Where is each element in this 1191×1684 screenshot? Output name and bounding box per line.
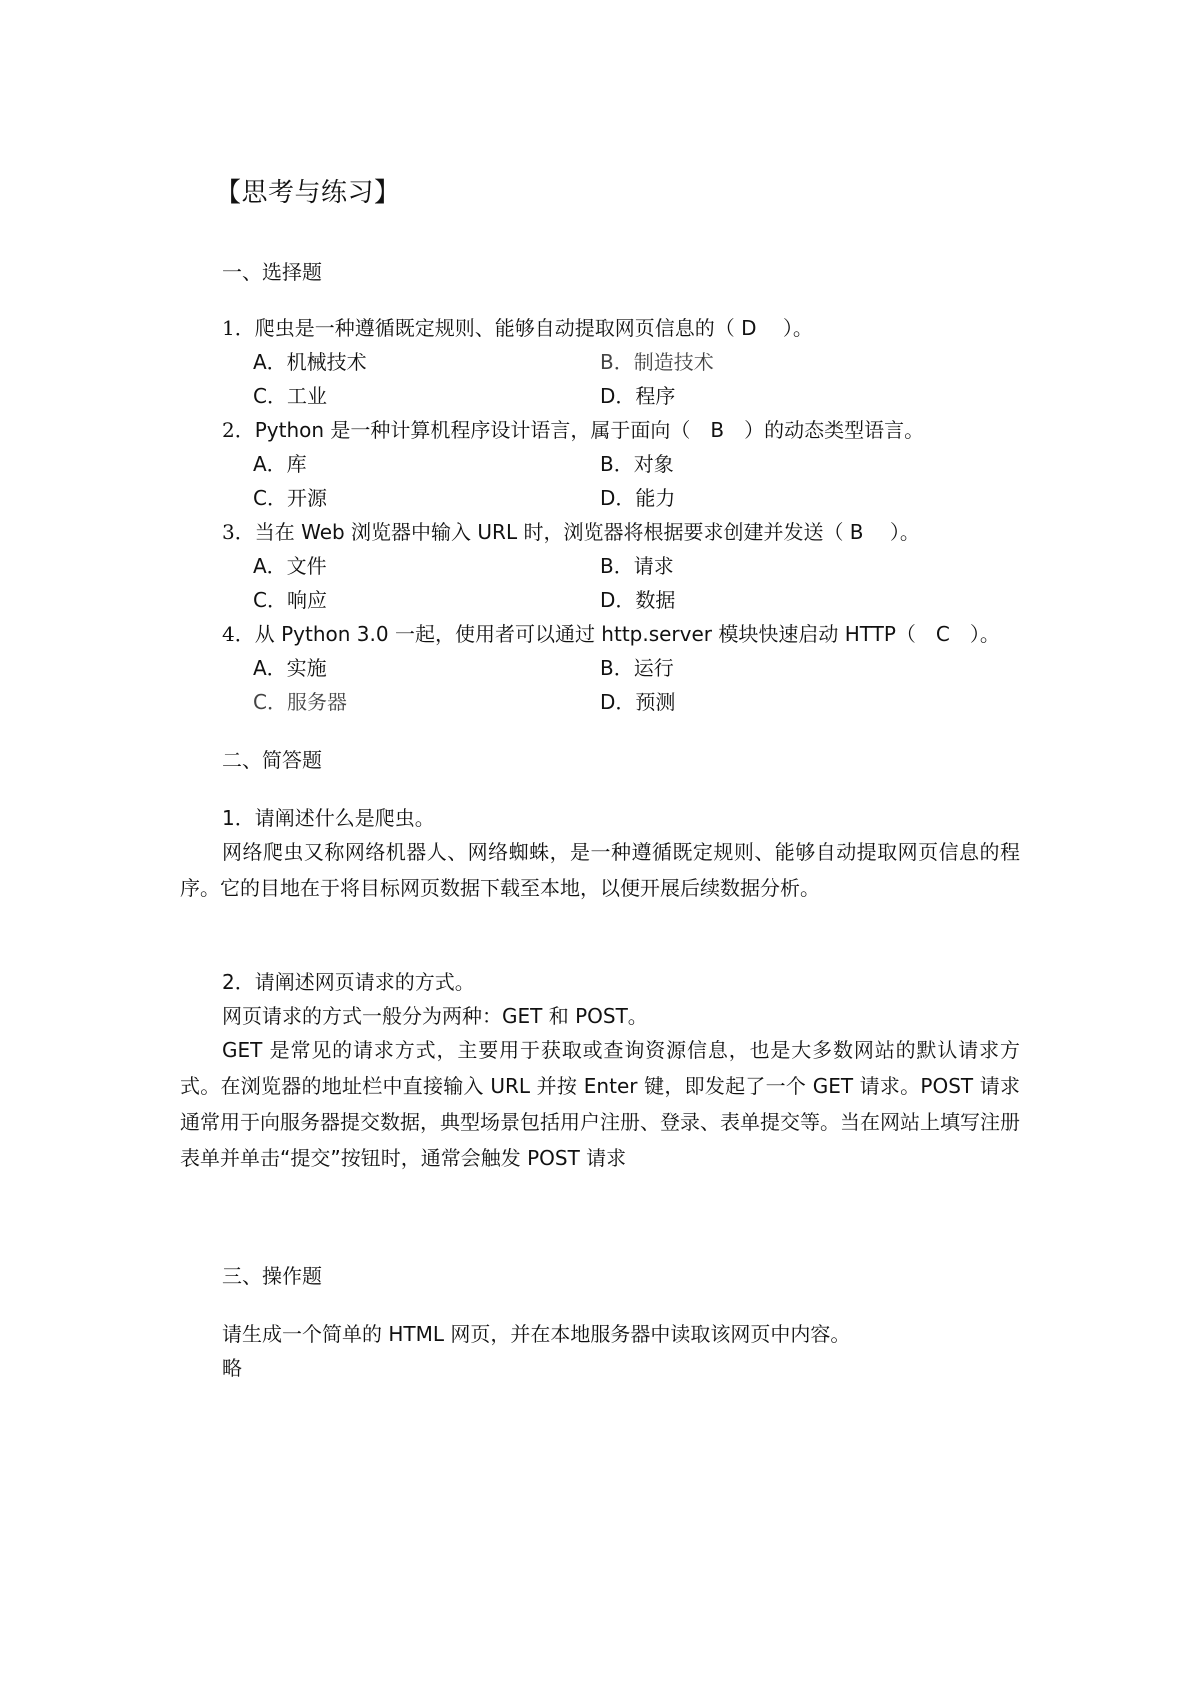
choice-question-2 (222, 418, 924, 442)
practice-question: 请生成一个简单的 HTML 网页，并在本地服务器中读取该网页中内容。 (222, 1322, 851, 1346)
question-text: 当在 Web 浏览器中输入 URL 时，浏览器将根据要求创建并发送（ B ）。 (254, 520, 920, 544)
question-number: 2． (222, 418, 255, 442)
question-text: 爬虫是一种遵循既定规则、能够自动提取网页信息的（ D ）。 (254, 316, 813, 340)
option-4b: B．运行 (600, 656, 674, 680)
option-3c: C．响应 (253, 588, 327, 612)
question-number: 4． (222, 622, 255, 646)
option-2a: A．库 (253, 452, 307, 476)
choice-question-1 (222, 316, 813, 340)
practice-answer: 略 (222, 1356, 242, 1380)
short-answer-1: 网络爬虫又称网络机器人、网络蜘蛛，是一种遵循既定规则、能够自动提取网页信息的程序。它的目地在于将目标网页数据下载至本地，以便开展后续数据分析。 (180, 840, 1020, 900)
question-text: 从 Python 3.0 一起，使用者可以通过 http.server 模块快速启动 HTTP（ C ）。 (254, 622, 1000, 646)
section-heading-choice: 一、选择题 (222, 260, 322, 284)
option-4a: A．实施 (253, 656, 327, 680)
option-2c: C．开源 (253, 486, 327, 510)
option-1c: C．工业 (253, 384, 327, 408)
question-number: 1． (222, 316, 255, 340)
section-heading-short: 二、简答题 (222, 748, 322, 772)
option-3b: B．请求 (600, 554, 674, 578)
option-1b: B．制造技术 (600, 350, 714, 374)
short-question-1: 1．请阐述什么是爬虫。 (222, 806, 435, 830)
option-2b: B．对象 (600, 452, 674, 476)
page-title: 【思考与练习】 (215, 178, 401, 208)
option-3d: D．数据 (600, 588, 676, 612)
choice-question-3 (222, 520, 920, 544)
option-4d: D．预测 (600, 690, 676, 714)
short-answer-2: GET 是常见的请求方式，主要用于获取或查询资源信息，也是大多数网站的默认请求方式。在浏览器的地址栏中直接输入 URL 并按 Enter 键，即发起了一个 GET 请求。POST 请求通常用于向服务器提交数据，典型场景包括用户注册、登录、表单提交等。当在网站上填写注册表单并单击“提交”按钮时，通常会触发 POST 请求 (180, 1038, 1020, 1170)
question-number: 3． (222, 520, 255, 544)
option-4c: C．服务器 (253, 690, 347, 714)
option-1a: A．机械技术 (253, 350, 367, 374)
section-heading-practice: 三、操作题 (222, 1264, 322, 1288)
option-3a: A．文件 (253, 554, 327, 578)
question-text: Python 是一种计算机程序设计语言，属于面向（ B ）的动态类型语言。 (254, 418, 925, 442)
short-question-2: 2．请阐述网页请求的方式。 (222, 970, 475, 994)
option-1d: D．程序 (600, 384, 676, 408)
short-answer-2-intro: 网页请求的方式一般分为两种：GET 和 POST。 (222, 1004, 648, 1028)
option-2d: D．能力 (600, 486, 676, 510)
choice-question-4 (222, 622, 1000, 646)
